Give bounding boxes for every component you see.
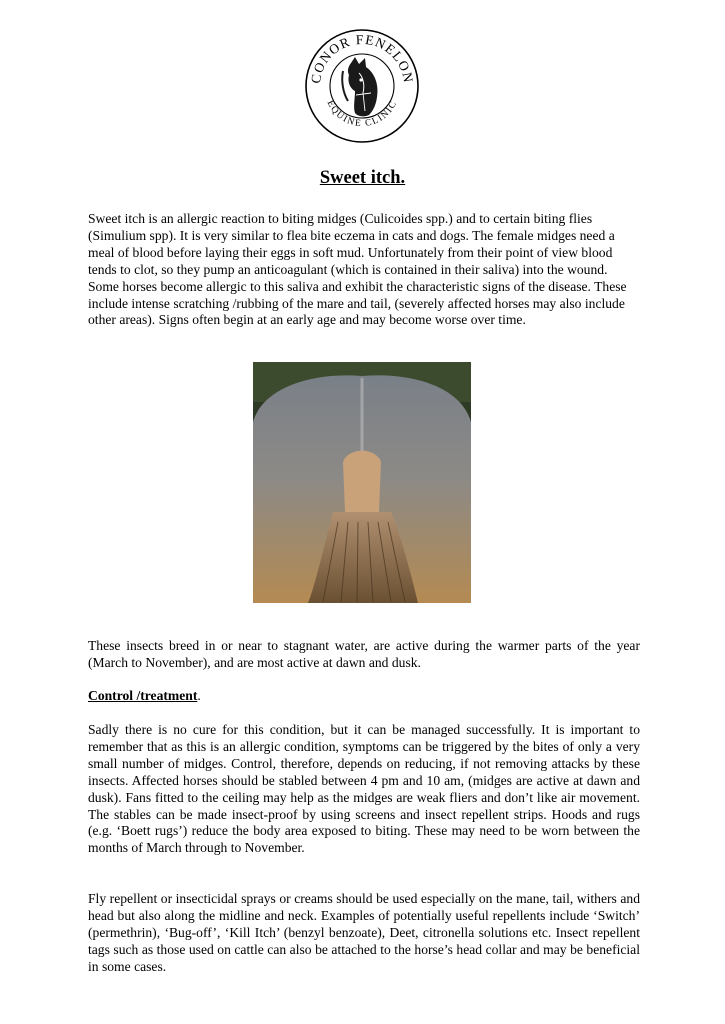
control-paragraph: Sadly there is no cure for this condition, but it can be managed successfully. It is important to remember that as this is an allergic condition, symptoms can be triggered by the bites of only a very small number of midges. Control, therefore, depends on reducing, if not removing attacks by these insects. Affected horses should be stabled between 4 pm and 10 am, (midges are active at dawn and dusk). Fans fitted to the ceiling may help as the midges are weak fliers and don’t like air movement. The stables can be made insect-proof by using screens and insect repellent strips. Hoods and rugs (e.g. ‘Boett rugs’) reduce the body area exposed to biting. These may need to be worn between the months of March through to November. — [88, 722, 640, 856]
page-title: Sweet itch. — [319, 168, 406, 188]
control-heading-text: Control /treatment — [88, 688, 198, 703]
horse-tail-photo — [253, 362, 471, 603]
intro-paragraph: Sweet itch is an allergic reaction to biting midges (Culicoides spp.) and to certain biting flies (Simulium spp). It is very similar to flea bite eczema in cats and dogs. The female midges need a meal of blood before laying their eggs in soft mud. Unfortunately from their point of view blood tends to clot, so they pump an anticoagulant (which is contained in their saliva) into the wound. Some horses become allergic to this saliva and exhibit the characteristic signs of the disease. These include intense scratching /rubbing of the mare and tail, (severely affected horses may also include other areas). Signs often begin at an early age and may become worse over time. — [88, 211, 627, 328]
control-heading-period: . — [197, 688, 201, 703]
control-heading — [88, 687, 201, 704]
logo-bottom-text: EQUINE CLINIC — [324, 98, 400, 130]
breeding-paragraph: These insects breed in or near to stagnant water, are active during the warmer parts of the year (March to November), and are most active at dawn and dusk. — [88, 638, 640, 670]
clinic-logo — [303, 27, 421, 145]
logo-top-text: CONOR FENELON — [307, 31, 417, 85]
repellent-paragraph: Fly repellent or insecticidal sprays or creams should be used especially on the mane, tail, withers and head but also along the midline and neck. Examples of potentially useful repellents include ‘Switch’ (permethrin), ‘Bug-off’, ‘Kill Itch’ (benzyl benzoate), Deet, citronella solutions etc. Insect repellent tags such as those used on cattle can also be attached to the horse’s head collar and may be beneficial in some cases. — [88, 891, 640, 974]
horse-head-icon — [342, 57, 377, 116]
